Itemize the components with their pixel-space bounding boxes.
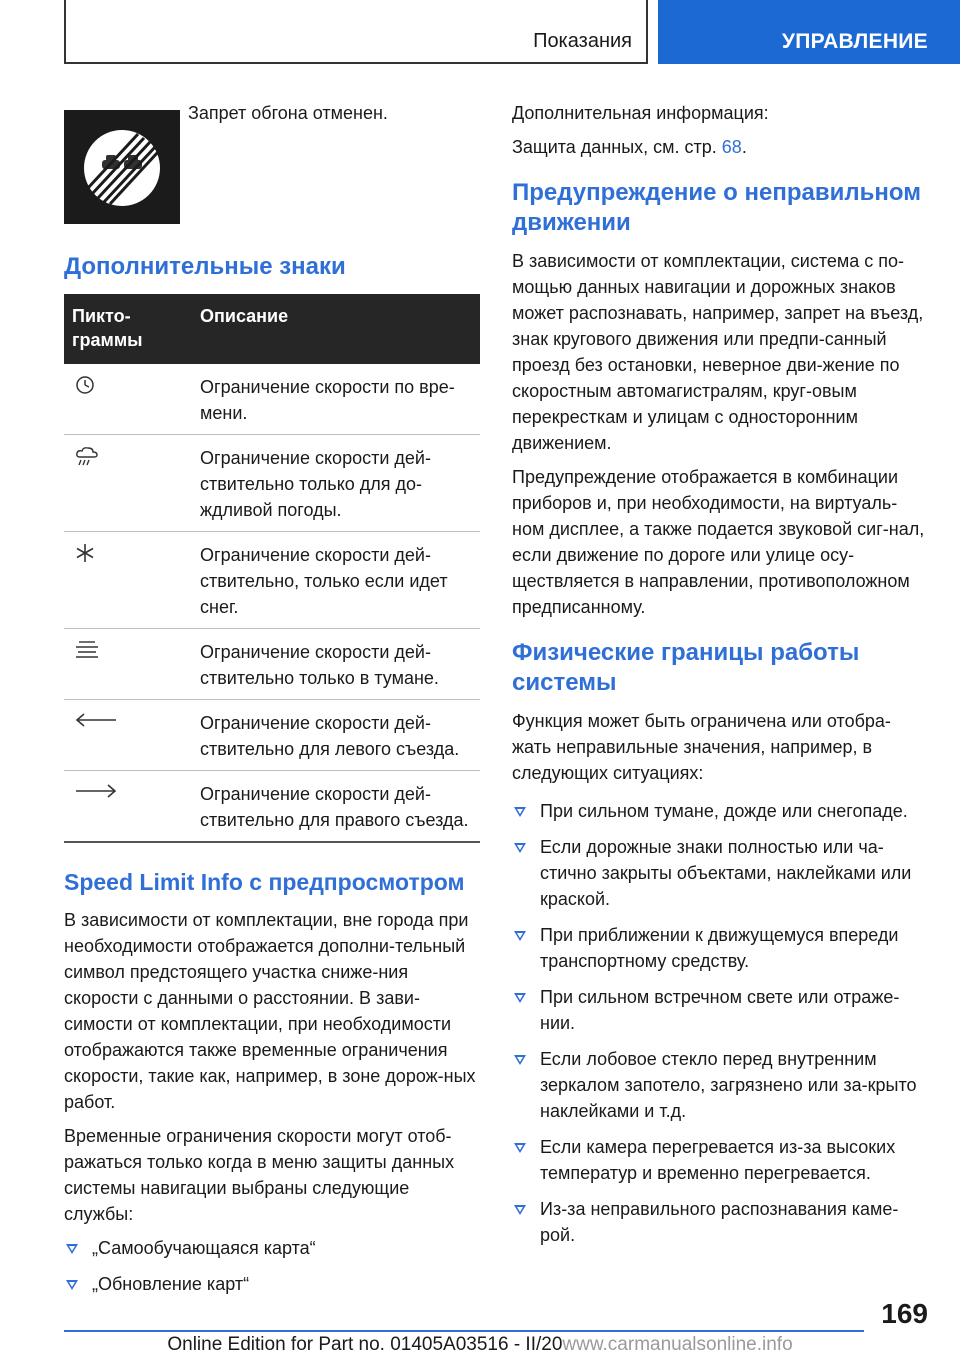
left-column <box>64 100 480 1307</box>
bullet-triangle-icon <box>514 931 526 941</box>
sign-caption: Запрет обгона отменен. <box>188 103 388 123</box>
heading-additional-signs: Дополнительные знаки <box>64 253 346 280</box>
end-of-no-overtaking-sign-icon <box>64 110 180 224</box>
page-number: 169 <box>881 1298 928 1329</box>
arrow-left-icon <box>64 700 192 771</box>
heading-system-limits: Физические границы работы системы <box>512 639 860 696</box>
heading-wrong-way-warning: Предупреждение о неправильном движении <box>512 179 921 236</box>
table-row <box>64 771 480 843</box>
info-label: Дополнительная информация: <box>512 103 769 123</box>
paragraph: Предупреждение отображается в комбинации приборов и, при необходимости, на виртуаль-ном дисплее, а также подается звуковой сиг-нал, если движение по дороге или улице осу-ществляется в направлении, противоположном предписанному. <box>512 467 925 617</box>
bullet-triangle-icon <box>514 993 526 1003</box>
table-row <box>64 629 480 700</box>
fog-icon <box>64 629 192 700</box>
bullet-triangle-icon <box>514 843 526 853</box>
arrow-right-icon <box>64 771 192 843</box>
footer-divider <box>64 1330 864 1332</box>
col-header-pictograms: Пикто- граммы <box>64 294 192 364</box>
info-reference: Защита данных, см. стр. 68. <box>512 137 747 157</box>
heading-speed-limit-info: Speed Limit Info с предпросмотром <box>64 869 465 895</box>
table-cell-description: Ограничение скорости дей-ствительно для правого съезда. <box>192 771 480 843</box>
paragraph: Функция может быть ограничена или отобра-жать неправильные значения, например, в следующих ситуациях: <box>512 711 891 783</box>
list-item: Если камера перегревается из-за высоких температур и временно перегревается. <box>512 1134 928 1186</box>
bullet-triangle-icon <box>514 807 526 817</box>
footer-watermark: www.carmanualsonline.info <box>562 1334 793 1355</box>
paragraph: Временные ограничения скорости могут отоб-ражаться только когда в меню защиты данных системы навигации выбраны следующие службы: <box>64 1126 455 1224</box>
chapter-title: УПРАВЛЕНИЕ <box>781 30 928 53</box>
rain-cloud-icon <box>64 435 192 532</box>
col-header-description: Описание <box>192 294 480 364</box>
paragraph: В зависимости от комплектации, вне города при необходимости отображается дополни-тельный символ предстоящего участка сниже-ния скорости с данными о расстоянии. В зави-симости от комплектации, при необходимости отображаются также временные ограничения скорости, такие как, например, в зоне дорож-ных работ. <box>64 910 476 1112</box>
list-item: Если дорожные знаки полностью или ча-стично закрыты объектами, наклейками или краской. <box>512 834 928 912</box>
clock-icon <box>64 364 192 435</box>
list-item: „Обновление карт“ <box>64 1271 480 1297</box>
list-item: При приближении к движущемуся впереди транспортному средству. <box>512 922 928 974</box>
bullet-triangle-icon <box>66 1280 78 1290</box>
table-row <box>64 364 480 435</box>
list-item: Из-за неправильного распознавания каме-рой. <box>512 1196 928 1248</box>
signs-table <box>64 294 480 843</box>
paragraph: В зависимости от комплектации, система с по-мощью данных навигации и дорожных знаков может распознавать, например, запрет на въезд, знак кругового движения или предпи-санный проезд без остановки, неверное дви-жение по скоростным автомагистралям, круг-овым перекресткам и улицам с односторонним движением. <box>512 251 924 453</box>
table-cell-description: Ограничение скорости дей-ствительно, только если идет снег. <box>192 532 480 629</box>
page-link[interactable]: 68 <box>721 137 742 157</box>
table-cell-description: Ограничение скорости дей-ствительно только в тумане. <box>192 629 480 700</box>
table-row <box>64 435 480 532</box>
bullet-triangle-icon <box>514 1205 526 1215</box>
table-cell-description: Ограничение скорости дей-ствительно для левого съезда. <box>192 700 480 771</box>
right-column <box>512 100 928 1258</box>
footer-edition: Online Edition for Part no. 01405A03516 - II/20www.carmanualsonline.info <box>167 1334 793 1355</box>
table-header-row <box>64 294 480 364</box>
list-item: При сильном встречном свете или отраже-нии. <box>512 984 928 1036</box>
bullet-triangle-icon <box>514 1055 526 1065</box>
table-row <box>64 700 480 771</box>
list-item: Если лобовое стекло перед внутренним зеркалом запотело, загрязнено или за-крыто наклейками и т.д. <box>512 1046 928 1124</box>
sign-block <box>64 100 480 224</box>
chapter-tab[interactable] <box>658 0 960 64</box>
section-title: Показания <box>533 30 632 52</box>
table-row <box>64 532 480 629</box>
table-cell-description: Ограничение скорости дей-ствительно только для до-ждливой погоды. <box>192 435 480 532</box>
list-item: „Самообучающаяся карта“ <box>64 1235 480 1261</box>
list-item: При сильном тумане, дожде или снегопаде. <box>512 798 928 824</box>
table-cell-description: Ограничение скорости по вре-мени. <box>192 364 480 435</box>
bullet-triangle-icon <box>66 1244 78 1254</box>
header-section-box <box>64 0 648 64</box>
snowflake-icon <box>64 532 192 629</box>
bullet-triangle-icon <box>514 1143 526 1153</box>
